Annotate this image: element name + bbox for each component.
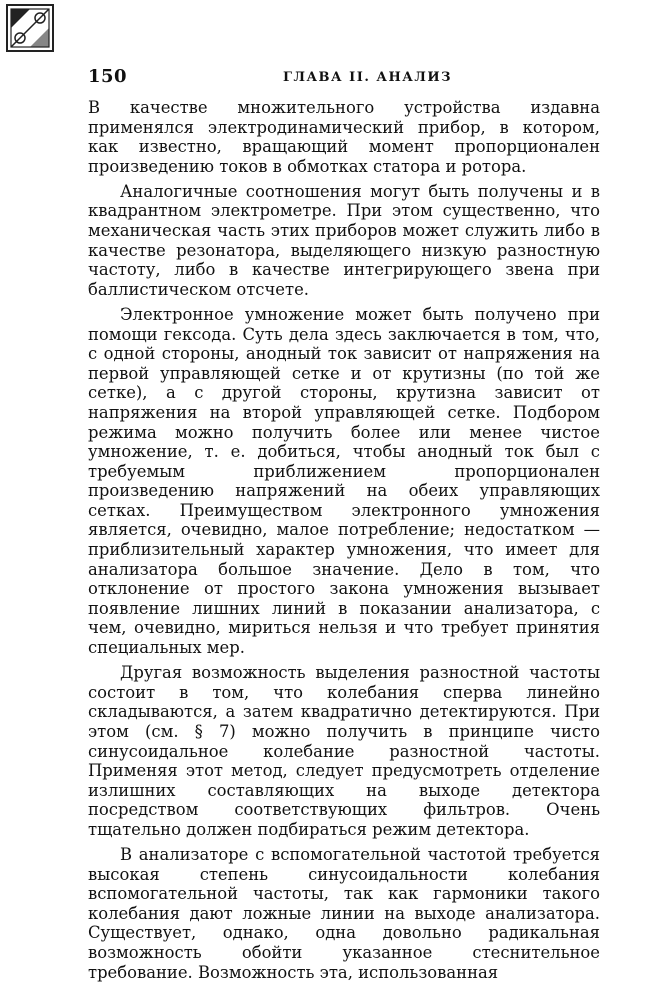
paragraph-4: Другая возможность выделения разностной частоты состоит в том, что колебания сперва линейно складываются, а затем квадратично детектируются. При этом (см. § 7) можно получить в принципе чисто синусоидальное колебание разностной частоты. Применяя этот метод, следует предусмотреть отделение излишних составляющих на выходе детектора посредством соответствующих фильтров. Очень тщательно должен подбираться режим детектора. bbox=[88, 663, 600, 839]
paragraph-3: Электронное умножение может быть получено при помощи гексода. Суть дела здесь заключается в том, что, с одной стороны, анодный ток зависит от напряжения на первой управляющей сетке и от крутизны (по той же сетке), а с другой стороны, крутизна зависит от напряжения на второй управляющей сетке. Подбором режима можно получить более или менее чистое умножение, т. е. добиться, чтобы анодный ток был с требуемым приближением пропорционален произведению напряжений на обеих управляющих сетках. Преимуществом электронного умножения является, очевидно, малое потребление; недостатком — приблизительный характер умножения, что имеет для анализатора большое значение. Дело в том, что отклонение от простого закона умножения вызывает появление лишних линий в показании анализатора, с чем, очевидно, мириться нельзя и что требует принятия специальных мер. bbox=[88, 304, 600, 658]
text-body bbox=[88, 98, 600, 988]
paragraph-2: Аналогичные соотношения могут быть получены и в квадрантном электрометре. При этом существенно, что механическая часть этих приборов может служить либо в качестве резонатора, выделяющего низкую разностную частоту, либо в качестве интегрирующего звена при баллистическом отсчете. bbox=[88, 181, 600, 299]
running-head: ГЛАВА II. АНАЛИЗ bbox=[283, 70, 452, 85]
page-number: 150 bbox=[88, 66, 128, 87]
paragraph-1: В качестве множительного устройства издавна применялся электродинамический прибор, в котором, как известно, вращающий момент пропорционален произведению токов в обмотках статора и ротора. bbox=[88, 98, 600, 176]
paragraph-5: В анализаторе с вспомогательной частотой требуется высокая степень синусоидальности колебания вспомогательной частоты, так как гармоники такого колебания дают ложные линии на выходе анализатора. Существует, однако, одна довольно радикальная возможность обойти указанное стеснительное требование. Возможность эта, использованная bbox=[88, 844, 600, 982]
corner-ornament-icon bbox=[6, 4, 54, 52]
